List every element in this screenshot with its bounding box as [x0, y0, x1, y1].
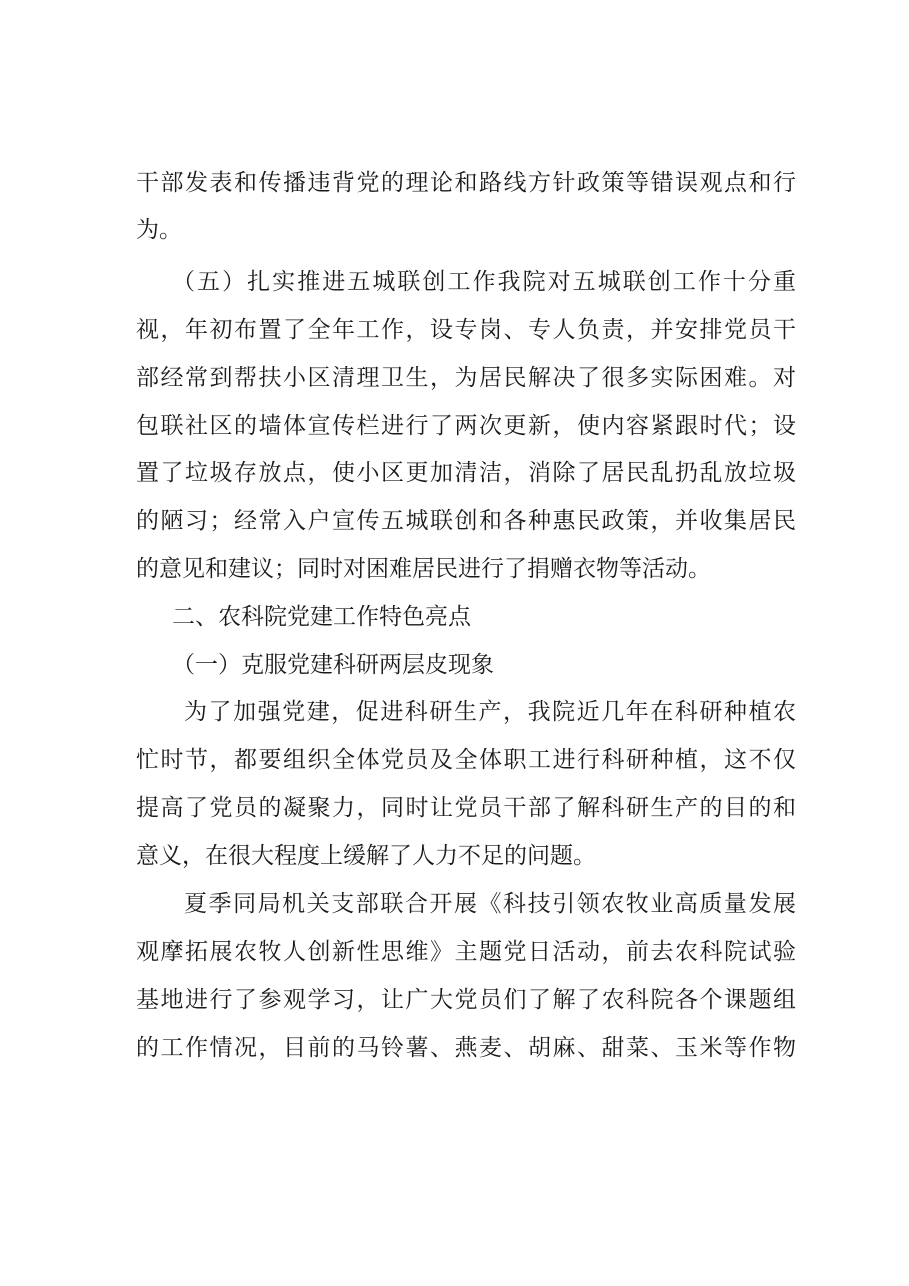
section-heading: 二、农科院党建工作特色亮点 — [172, 604, 471, 630]
paragraph-line: 为了加强党建，促进科研生产，我院近几年在科研种植农 — [184, 699, 796, 725]
paragraph-line: （五）扎实推进五城联创工作我院对五城联创工作十分重 — [172, 269, 796, 295]
paragraph-line: 基地进行了参观学习，让广大党员们了解了农科院各个课题组 — [136, 987, 796, 1013]
paragraph-line: 夏季同局机关支部联合开展《科技引领农牧业高质量发展 — [184, 891, 796, 917]
paragraph-line: 观摩拓展农牧人创新性思维》主题党日活动，前去农科院试验 — [136, 939, 796, 965]
paragraph-line: 置了垃圾存放点，使小区更加清洁，消除了居民乱扔乱放垃圾 — [136, 460, 796, 486]
paragraph-line: 为。 — [136, 217, 182, 243]
paragraph-line: 的工作情况，目前的马铃薯、燕麦、胡麻、甜菜、玉米等作物 — [136, 1035, 796, 1061]
paragraph-line: 提高了党员的凝聚力，同时让党员干部了解科研生产的目的和 — [136, 795, 796, 821]
paragraph-line: 的陋习；经常入户宣传五城联创和各种惠民政策，并收集居民 — [136, 508, 796, 534]
paragraph-line: 忙时节，都要组织全体党员及全体职工进行科研种植，这不仅 — [136, 747, 796, 773]
paragraph-line: 视，年初布置了全年工作，设专岗、专人负责，并安排党员干 — [136, 317, 796, 343]
paragraph-line: 的意见和建议；同时对困难居民进行了捐赠衣物等活动。 — [136, 556, 711, 582]
subsection-heading: （一）克服党建科研两层皮现象 — [172, 652, 494, 678]
paragraph-line: 部经常到帮扶小区清理卫生，为居民解决了很多实际困难。对 — [136, 365, 796, 391]
paragraph-line: 干部发表和传播违背党的理论和路线方针政策等错误观点和行 — [136, 170, 796, 196]
paragraph-line: 包联社区的墙体宣传栏进行了两次更新，使内容紧跟时代；设 — [136, 413, 796, 439]
paragraph-line: 意义，在很大程度上缓解了人力不足的问题。 — [136, 843, 596, 869]
